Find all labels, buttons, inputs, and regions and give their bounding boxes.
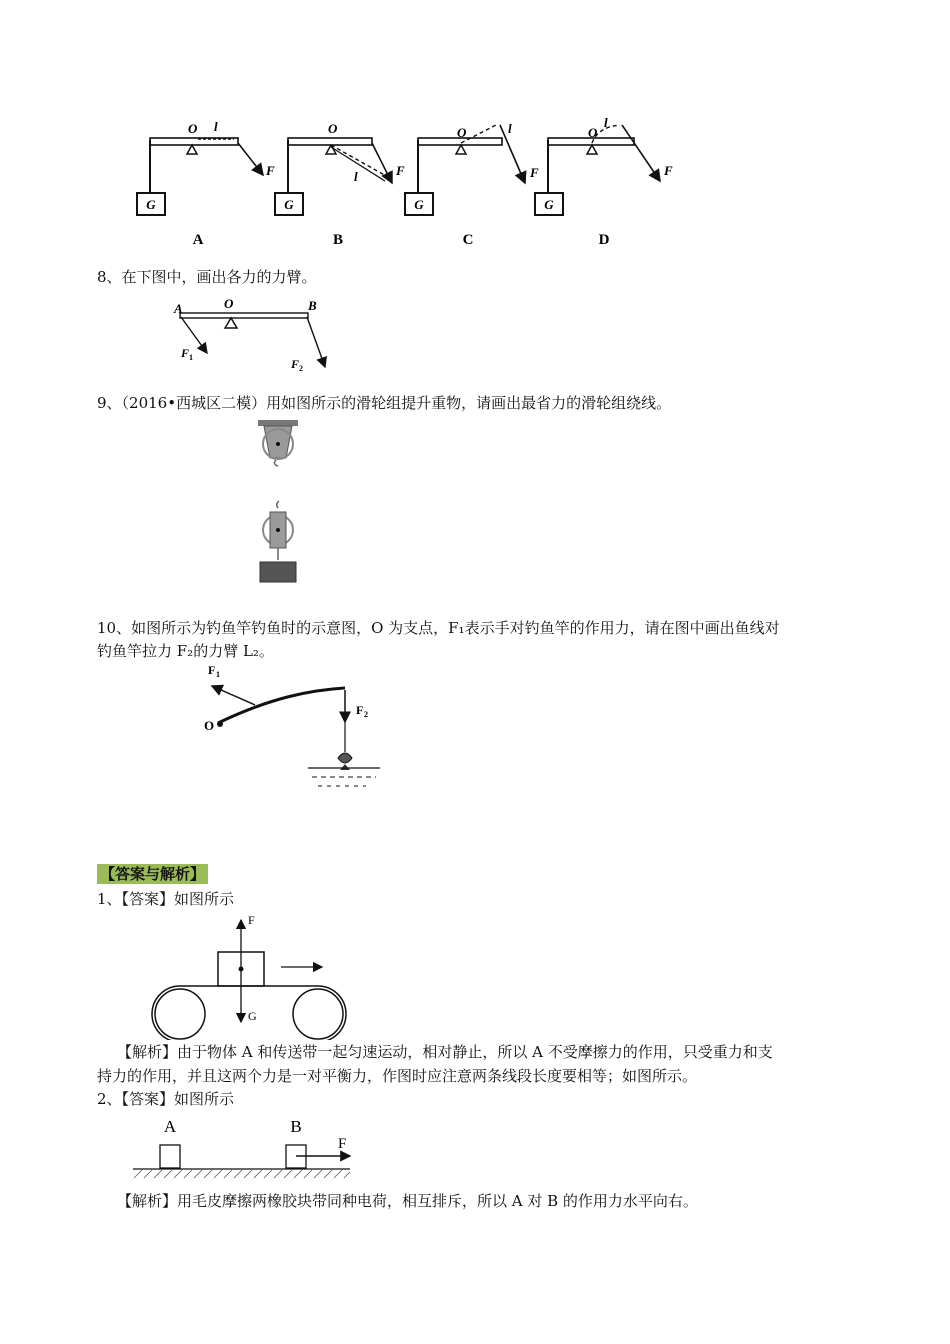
q8-force2-sub: 2 xyxy=(299,364,303,373)
q10-pivot-label: O xyxy=(204,718,215,733)
answer-2-analysis: 【解析】用毛皮摩擦两橡胶块带同种电荷，相互排斥，所以 A 对 B 的作用力水平向右。 xyxy=(117,1192,698,1210)
option-c-arm-label: l xyxy=(508,121,512,136)
answer-1-label: 1、【答案】如图所示 xyxy=(97,890,235,908)
option-a-arm-label: l xyxy=(214,119,218,134)
rubber-blocks-answer-figure xyxy=(128,1108,358,1184)
answer-1-analysis-line2: 持力的作用，并且这两个力是一对平衡力，作图时应注意两条线段长度要相等；如图所示。 xyxy=(97,1067,698,1085)
a1-support-force-label: F xyxy=(248,913,255,927)
option-d-arm-label: l xyxy=(604,115,608,130)
q10-force1-sub: 1 xyxy=(216,670,220,679)
option-c-pivot-label: O xyxy=(457,125,467,140)
q10-force2-label: F xyxy=(356,703,364,717)
option-b-weight-label: G xyxy=(284,197,294,212)
option-b-force-label: F xyxy=(396,163,405,178)
question-8-lever-figure xyxy=(165,295,345,380)
a2-block-a-label: A xyxy=(163,1117,177,1136)
option-a-pivot-label: O xyxy=(188,121,198,136)
option-c-force-label: F xyxy=(530,165,539,180)
a2-force-label: F xyxy=(338,1136,347,1152)
question-9-text: 9、（2016•西城区二模）用如图所示的滑轮组提升重物，请画出最省力的滑轮组绕线。 xyxy=(97,394,672,412)
option-d-weight-label: G xyxy=(544,197,554,212)
option-b-pivot-label: O xyxy=(328,121,338,136)
option-a-letter: A xyxy=(192,232,204,248)
option-c-letter: C xyxy=(462,232,474,248)
q10-force2-sub: 2 xyxy=(364,710,368,719)
option-b-diagram xyxy=(275,121,405,248)
answers-section-title: 【答案与解析】 xyxy=(97,864,208,884)
q8-force2-label: F xyxy=(291,357,300,371)
q8-force1-sub: 1 xyxy=(189,353,193,362)
option-a-weight-label: G xyxy=(146,197,156,212)
q10-force1-label: F xyxy=(208,663,216,677)
option-c-weight-label: G xyxy=(414,197,424,212)
answer-2-label: 2、【答案】如图所示 xyxy=(97,1090,235,1108)
pulley-system-figure xyxy=(250,420,310,590)
fishing-rod-figure xyxy=(200,660,400,795)
question-8-text: 8、在下图中，画出各力的力臂。 xyxy=(97,268,317,286)
lever-options-figure xyxy=(120,105,680,255)
a2-block-b-label: B xyxy=(290,1117,302,1136)
option-c-diagram xyxy=(405,121,539,248)
option-d-diagram xyxy=(535,115,673,248)
q8-pivot-label: O xyxy=(224,296,234,311)
answer-1-analysis-line1: 【解析】由于物体 A 和传送带一起匀速运动，相对静止，所以 A 不受摩擦力的作用，只受重力和支 xyxy=(117,1043,773,1061)
option-b-letter: B xyxy=(332,232,344,248)
option-d-pivot-label: O xyxy=(588,125,598,140)
q8-point-b-label: B xyxy=(308,298,317,313)
option-b-arm-label: l xyxy=(354,169,358,184)
a1-gravity-label: G xyxy=(248,1009,257,1023)
question-10-text-line2: 钓鱼竿拉力 F₂的力臂 L₂。 xyxy=(97,642,274,660)
option-a-force-label: F xyxy=(266,163,275,178)
option-d-force-label: F xyxy=(664,163,673,178)
conveyor-belt-answer-figure xyxy=(150,910,350,1040)
question-10-text-line1: 10、如图所示为钓鱼竿钓鱼时的示意图，O 为支点，F₁表示手对钓鱼竿的作用力，请在图中画出鱼线对 xyxy=(97,619,780,637)
option-a-diagram xyxy=(137,119,275,248)
option-d-letter: D xyxy=(598,232,610,248)
q8-point-a-label: A xyxy=(174,301,183,316)
q8-force1-label: F xyxy=(181,346,190,360)
